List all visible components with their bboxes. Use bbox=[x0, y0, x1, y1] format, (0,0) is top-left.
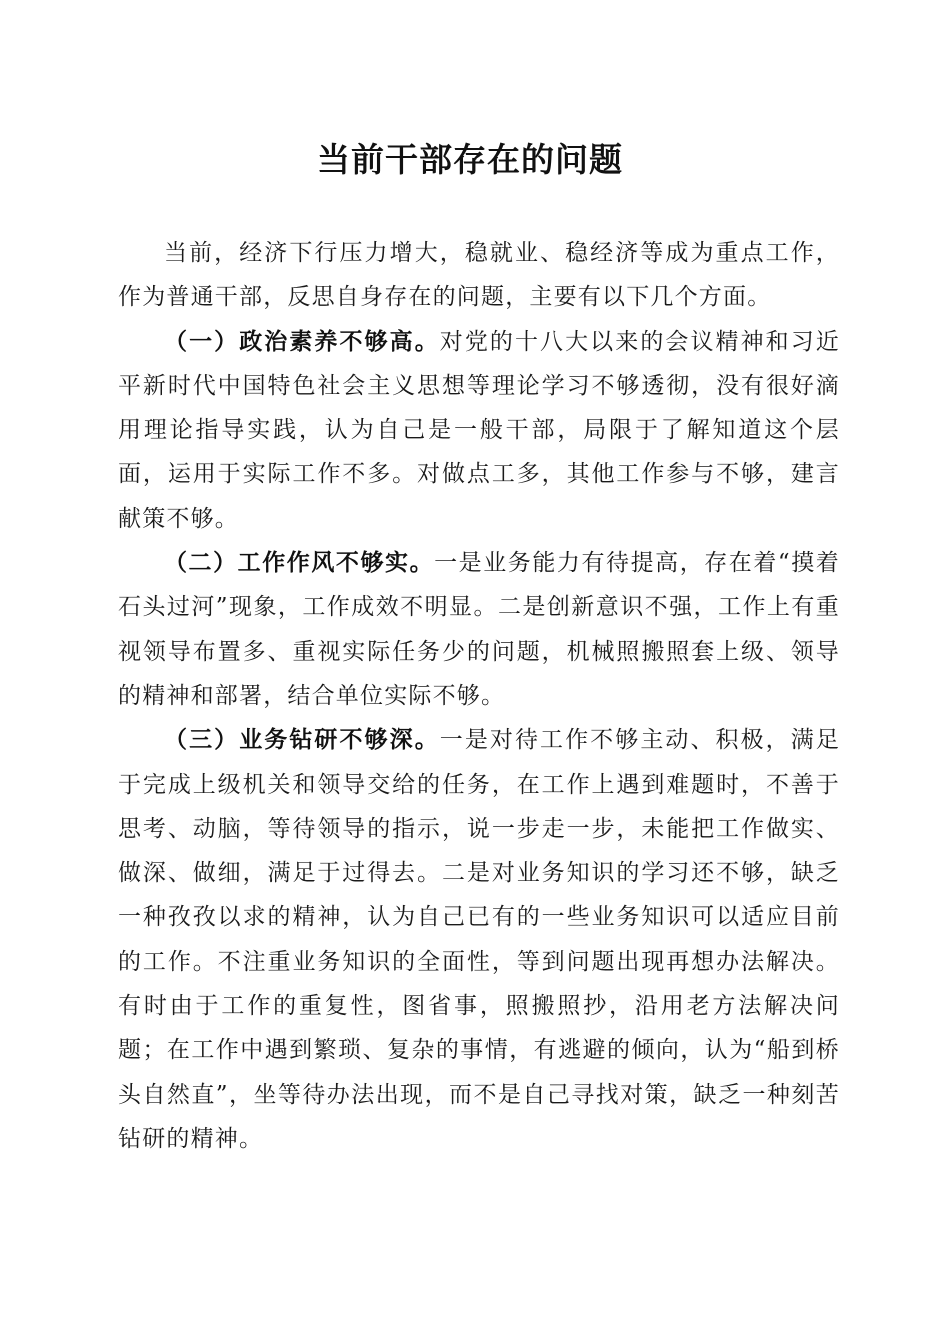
paragraph-lead: （三）业务钻研不够深。 bbox=[164, 726, 440, 754]
paragraph-lead: （二）工作作风不够实。 bbox=[164, 549, 435, 577]
paragraph-political-literacy bbox=[118, 320, 840, 541]
document-body bbox=[118, 231, 840, 1161]
paragraph-text: 对党的十八大以来的会议精神和习近平新时代中国特色社会主义思想等理论学习不够透彻，没有很好滴用理论指导实践，认为自己是一般干部，局限于了解知道这个层面，运用于实际工作不多。对做点工多，其他工作参与不够，建言献策不够。 bbox=[118, 328, 841, 532]
paragraph-text: 一是业务能力有待提高，存在着“摸着石头过河”现象，工作成效不明显。二是创新意识不强，工作上有重视领导布置多、重视实际任务少的问题，机械照搬照套上级、领导的精神和部署，结合单位实际不够。 bbox=[118, 550, 840, 709]
paragraph-business-study bbox=[118, 718, 840, 1161]
paragraph-work-style bbox=[118, 541, 840, 718]
paragraph-lead: （一）政治素养不够高。 bbox=[164, 327, 440, 355]
document-title: 当前干部存在的问题 bbox=[317, 140, 623, 179]
paragraph-text: 当前，经济下行压力增大，稳就业、稳经济等成为重点工作，作为普通干部，反思自身存在的问题，主要有以下几个方面。 bbox=[118, 240, 840, 311]
paragraph-intro bbox=[118, 231, 840, 320]
paragraph-text: 一是对待工作不够主动、积极，满足于完成上级机关和领导交给的任务，在工作上遇到难题时，不善于思考、动脑，等待领导的指示，说一步走一步，未能把工作做实、做深、做细，满足于过得去。二是对业务知识的学习还不够，缺乏一种孜孜以求的精神，认为自己已有的一些业务知识可以适应目前的工作。不注重业务知识的全面性，等到问题出现再想办法解决。有时由于工作的重复性，图省事，照搬照抄，沿用老方法解决问题；在工作中遇到繁琐、复杂的事情，有逃避的倾向，认为“船到桥头自然直”，坐等待办法出现，而不是自己寻找对策，缺乏一种刻苦钻研的精神。 bbox=[118, 727, 841, 1152]
